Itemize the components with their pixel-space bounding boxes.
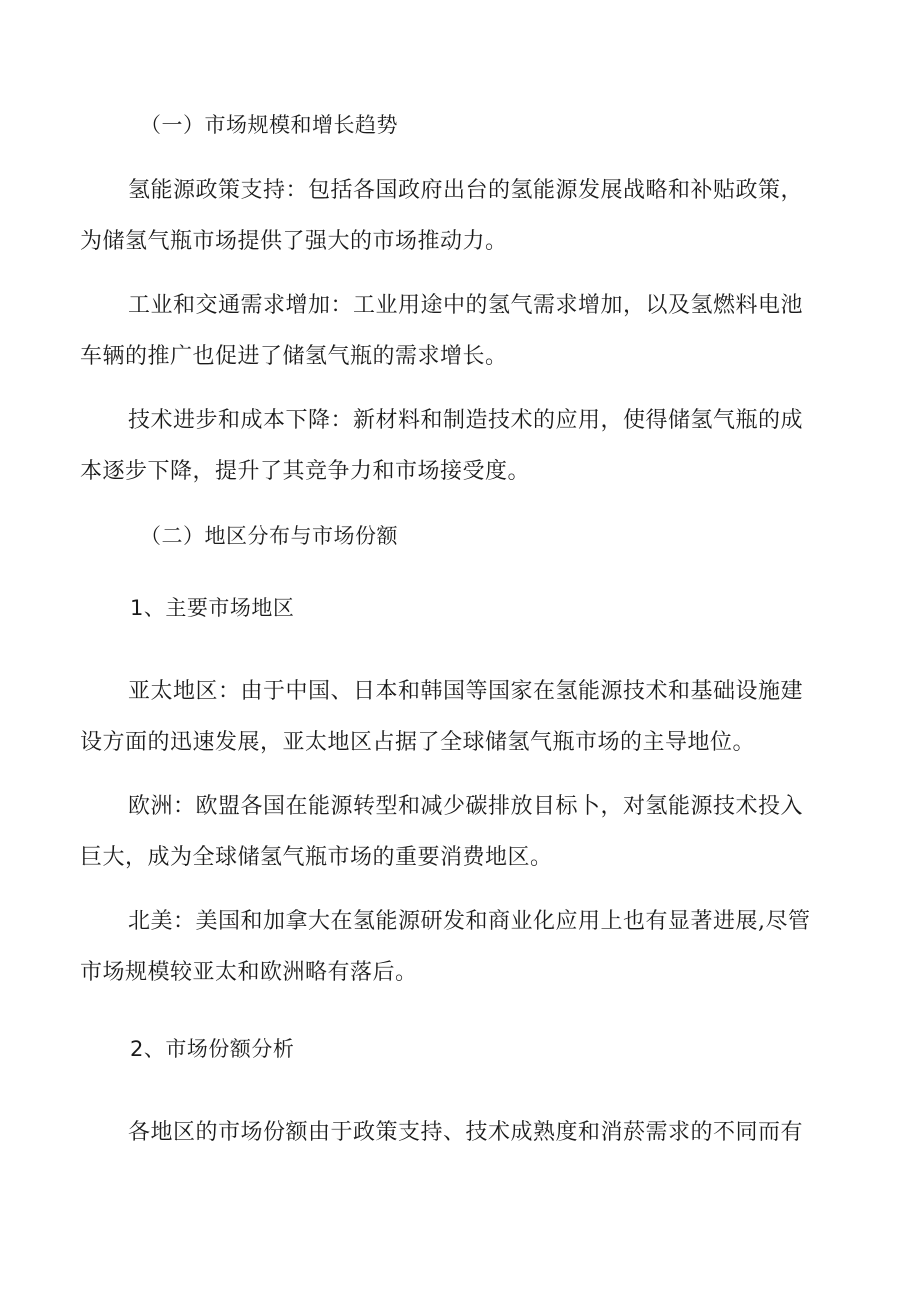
paragraph-technology-line-1: 技术进步和成本下降：新材料和制造技术的应用，使得储氢气瓶的成	[128, 408, 804, 433]
paragraph-asia-pacific-line-1: 亚太地区：由于中国、日本和韩国等国家在氢能源技术和基础设施建	[128, 679, 804, 704]
subheading-major-markets: 1、主要市场地区	[130, 596, 295, 620]
section-heading-market-size: （一）市场规模和增长趋势	[140, 113, 398, 137]
paragraph-policy-line-1: 氢能源政策支持：包括各国政府出台的氢能源发展战略和补贴政策，	[128, 178, 804, 203]
paragraph-asia-pacific-line-2: 设方面的迅速发展，亚太地区占据了全球储氢气瓶市场的主导地位。	[80, 730, 756, 755]
paragraph-europe-line-2: 巨大，成为全球储氢气瓶市场的重要消费地区。	[80, 845, 553, 870]
paragraph-technology-line-2: 本逐步下降，提升了其竞争力和市场接受度。	[80, 459, 531, 484]
subheading-market-share-analysis: 2、市场份额分析	[130, 1037, 295, 1061]
paragraph-policy-line-2: 为储氢气瓶市场提供了强大的市场推动力。	[80, 229, 508, 254]
paragraph-north-america-line-2: 市场规模较亚太和欧洲略有落后。	[80, 960, 418, 985]
paragraph-demand-line-2: 车辆的推广也促进了储氢气瓶的需求增长。	[80, 344, 508, 369]
paragraph-europe-line-1: 欧洲：欧盟各国在能源转型和减少碳排放目标卜，对氢能源技术投入	[128, 794, 804, 819]
paragraph-market-share-line-1: 各地区的市场份额由于政策支持、技术成熟度和消菸需求的不同而有	[128, 1120, 804, 1145]
paragraph-north-america-line-1: 北美：美国和加拿大在氢能源研发和商业化应用上也有显著进展,尽管	[128, 909, 811, 934]
paragraph-demand-line-1: 工业和交通需求增加：工业用途中的氢气需求增加，以及氢燃料电池	[128, 293, 804, 318]
section-heading-regional-distribution: （二）地区分布与市场份额	[140, 524, 398, 548]
